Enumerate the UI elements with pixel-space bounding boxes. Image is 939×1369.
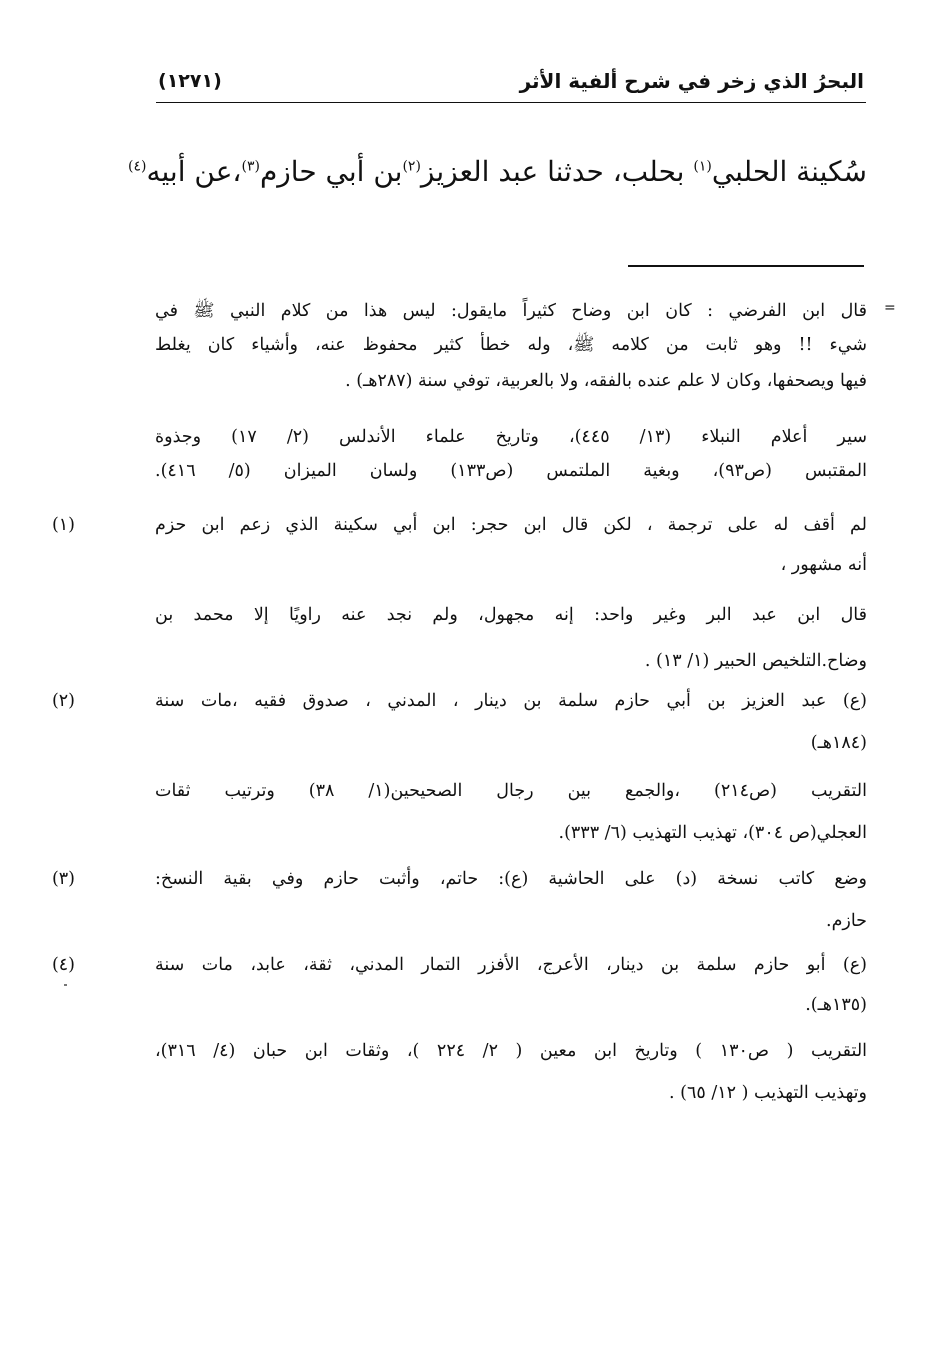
footnote-ref: (٢) bbox=[402, 158, 421, 175]
main-segment: ،عن أبيه bbox=[146, 155, 242, 188]
footnote-line: (١٣٥هـ). bbox=[805, 995, 867, 1015]
footnote-line: التقريب (ص٢١٤) ،والجمع بين رجال الصحيحين(١/ ٣٨) وترتيب ثقات bbox=[155, 781, 867, 801]
continuation-mark: = bbox=[884, 300, 896, 316]
continued-note-line: فيها ويصحفها، وكان لا علم عنده بالفقه، ولا بالعربية، توفي سنة (٢٨٧هـ) . bbox=[345, 371, 867, 391]
footnote-number: (١) bbox=[51, 515, 75, 535]
footnote-line: (ع) أبو حازم سلمة بن دينار، الأعرج، الأفزر التمار المدني، ثقة، عابد، مات سنة bbox=[155, 955, 867, 975]
footnote-number: (٢) bbox=[51, 691, 75, 711]
page-number: (١٢٧١) bbox=[158, 70, 222, 92]
continued-note-line: المقتبس (ص٩٣)، وبغية الملتمس (ص١٣٣) ولسان الميزان (٥/ ٤١٦). bbox=[155, 461, 867, 481]
footnote-line: وتهذيب التهذيب ( ١٢/ ٦٥) . bbox=[669, 1083, 867, 1103]
footnote-ref: (٣) bbox=[241, 158, 260, 175]
footnote-number: (٤) bbox=[51, 955, 75, 975]
continued-note-line: سير أعلام النبلاء (١٣/ ٤٤٥)، وتاريخ علماء الأندلس (٢/ ١٧) وجذوة bbox=[155, 427, 868, 447]
footnote-line: لم أقف له على ترجمة ، لكن قال ابن حجر: ابن أبي سكينة الذي زعم ابن حزم bbox=[155, 515, 867, 535]
footnote-line: التقريب ( ص١٣٠ ) وتاريخ ابن معين ( ٢/ ٢٢٤ )، وثقات ابن حبان (٤/ ٣١٦)، bbox=[155, 1041, 868, 1061]
footnote-ref: (٤) bbox=[128, 158, 147, 175]
footnote-separator bbox=[628, 265, 864, 267]
footnote-number: (٣) bbox=[51, 869, 75, 889]
header-rule bbox=[156, 102, 866, 103]
footnote-line: أنه مشهور ، bbox=[780, 555, 867, 575]
footnote-line: حازم. bbox=[826, 911, 867, 931]
footnote-line: (ع) عبد العزيز بن أبي حازم سلمة بن دينار ، المدني ، صدوق فقيه ،مات سنة bbox=[155, 691, 867, 711]
main-text bbox=[128, 148, 867, 196]
continued-note-line: قال ابن الفرضي : كان ابن وضاح كثيراً مايقول: ليس هذا من كلام النبي ﷺ في bbox=[155, 301, 867, 321]
footnote-line: وضاح.التلخيص الحبير (١/ ١٣) . bbox=[644, 651, 867, 671]
footnote-line: قال ابن عبد البر وغير واحد: إنه مجهول، ولم نجد عنه راويًا إلا محمد بن bbox=[155, 605, 867, 625]
footnote-line: وضع كاتب نسخة (د) على الحاشية (ع): حاتم، وأثبت حازم وفي بقية النسخ: bbox=[155, 869, 867, 889]
scan-speck bbox=[64, 984, 67, 986]
main-segment: بحلب، حدثنا عبد العزيز bbox=[420, 155, 694, 188]
footnote-line: العجلي(ص ٣٠٤)، تهذيب التهذيب (٦/ ٣٣٣). bbox=[558, 823, 867, 843]
main-segment: بن أبي حازم bbox=[259, 155, 403, 188]
page-header bbox=[158, 66, 864, 96]
main-segment: سُكينة الحلبي bbox=[711, 155, 867, 188]
footnote-line: (١٨٤هـ) bbox=[810, 733, 867, 753]
continued-note-line: شيء !! وهو ثابت من كلامه ﷺ، وله خطأ كثير محفوظ عنه، وأشياء كان يغلط bbox=[155, 335, 867, 355]
running-title: البحرُ الذي زخر في شرح ألفية الأثر bbox=[519, 69, 864, 93]
footnote-ref: (١) bbox=[693, 158, 712, 175]
